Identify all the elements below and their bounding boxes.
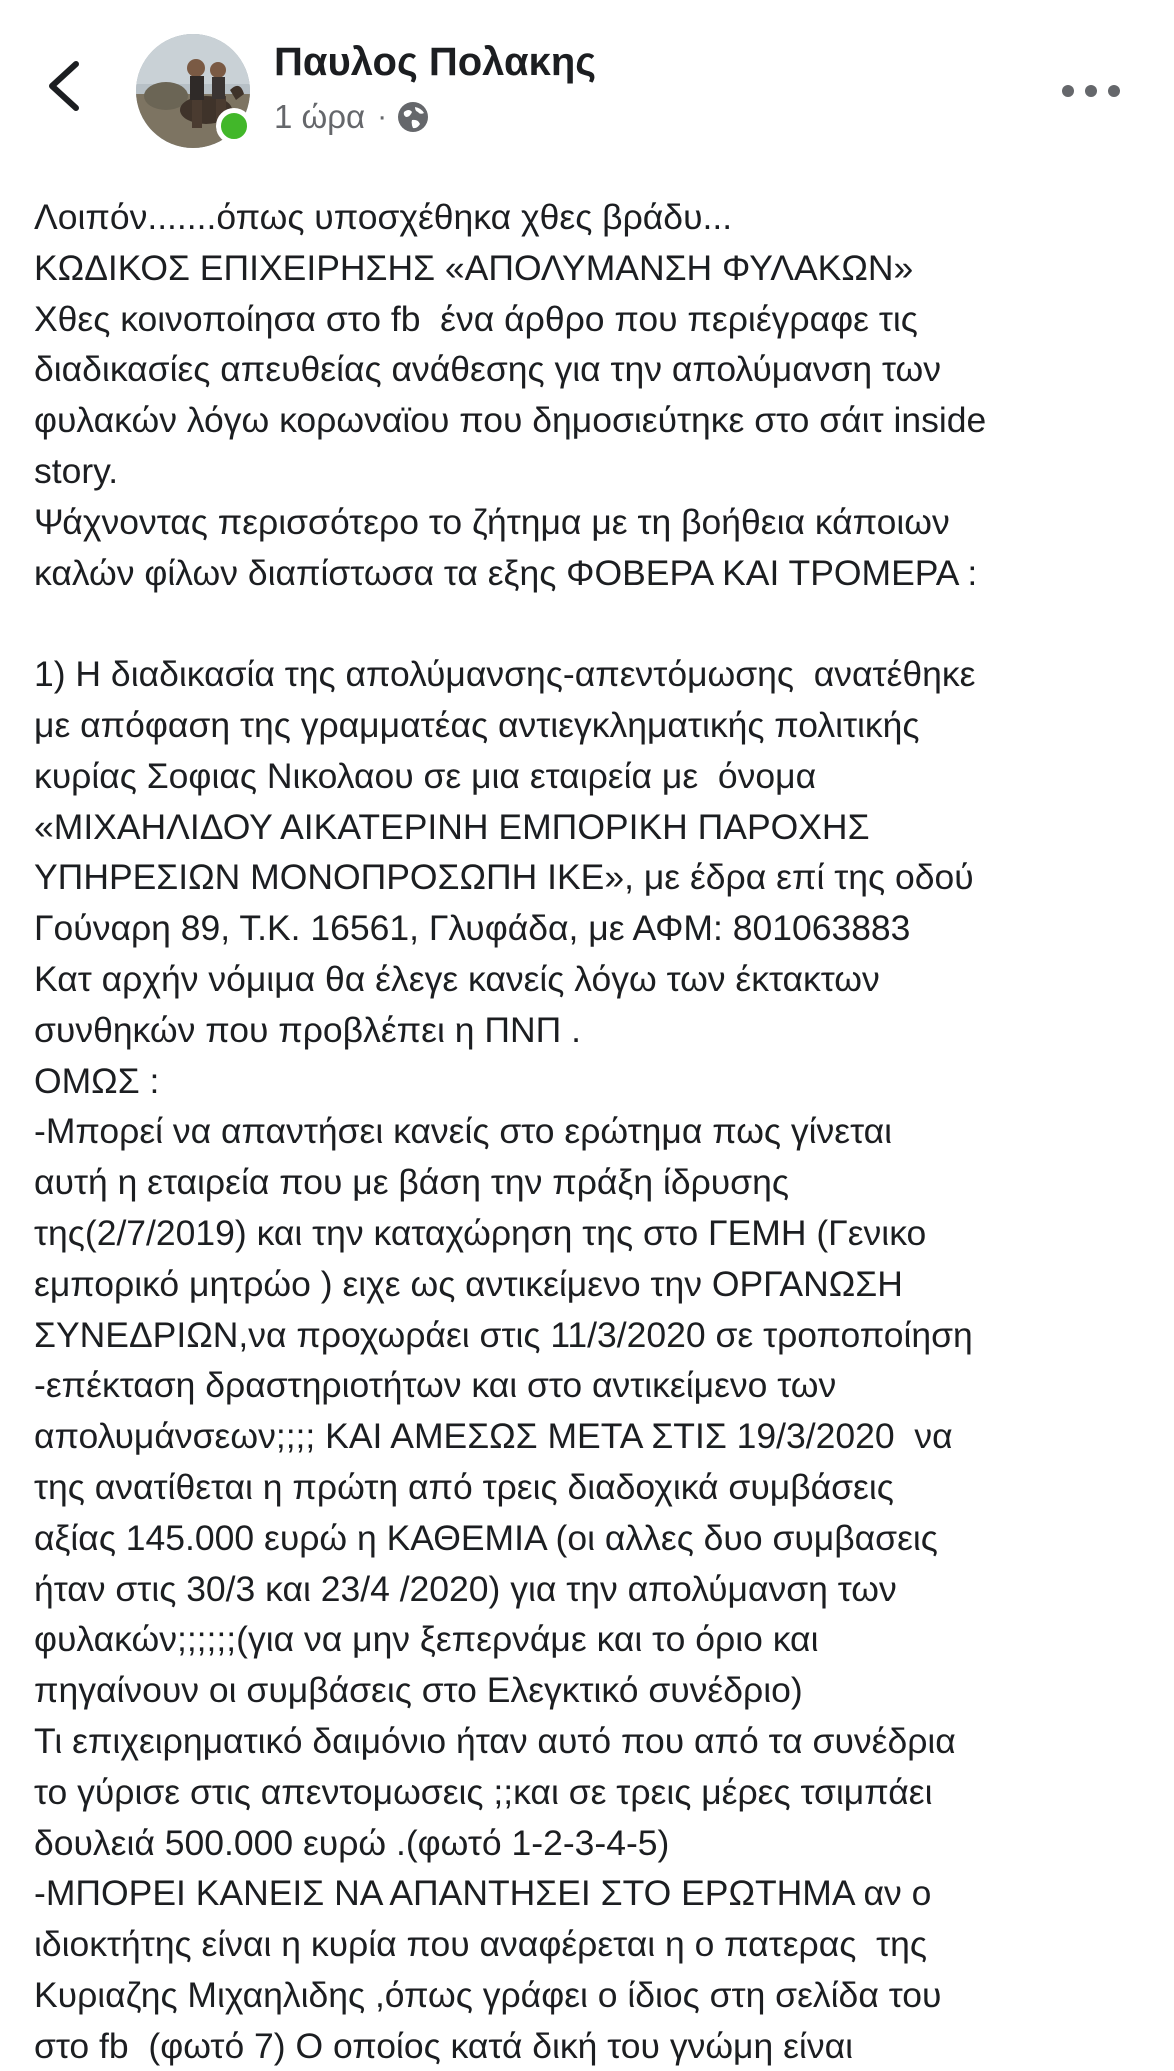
post-text-line: -επέκταση δραστηριοτήτων και στο αντικείμενο των [34,1365,837,1406]
post-text-line: αξίας 145.000 ευρώ η ΚΑΘΕΜΙΑ (οι αλλες δυο συμβασεις [34,1517,938,1558]
online-status-indicator [216,108,252,144]
post-text-line: ΚΩΔΙΚΟΣ ΕΠΙΧΕΙΡΗΣΗΣ «ΑΠΟΛΥΜΑΝΣΗ ΦΥΛΑΚΩΝ» [34,247,914,288]
post-text-line: Τι επιχειρηματικό δαιμόνιο ήταν αυτό που από τα συνέδρια [34,1720,956,1761]
more-dots-icon [1048,66,1134,116]
post-header [0,0,1174,160]
post-text-line: Κυριαζης Μιχαηλιδης ,όπως γράφει ο ίδιος στη σελίδα του [34,1974,942,2015]
post-text-line: «ΜΙΧΑΗΛΙΔΟΥ ΑΙΚΑΤΕΡΙΝΗ ΕΜΠΟΡΙΚΗ ΠΑΡΟΧΗΣ [34,806,870,847]
author-name[interactable]: Παυλος Πολακης [274,40,597,84]
post-text-line: Ψάχνοντας περισσότερο το ζήτημα με τη βοήθεια κάποιων [34,501,950,542]
post-text-line: -Μπορεί να απαντήσει κανείς στο ερώτημα πως γίνεται [34,1111,893,1152]
post-text-line: απολυμάνσεων;;;; ΚΑΙ ΑΜΕΣΩΣ ΜΕΤΑ ΣΤΙΣ 19/3/2020 να [34,1416,953,1457]
post-text-line: ήταν στις 30/3 και 23/4 /2020) για την απολύμανση των [34,1568,897,1609]
post-text-line: δουλειά 500.000 ευρώ .(φωτό 1-2-3-4-5) [34,1822,670,1863]
post-text-line: -ΜΠΟΡΕΙ ΚΑΝΕΙΣ ΝΑ ΑΠΑΝΤΗΣΕΙ ΣΤΟ ΕΡΩΤΗΜΑ αν ο [34,1873,932,1914]
meta-separator: · [377,100,388,133]
post-timestamp[interactable]: 1 ώρα [274,98,366,135]
post-text-line: Γούναρη 89, Τ.Κ. 16561, Γλυφάδα, με ΑΦΜ: 801063883 [34,908,911,949]
more-options-button[interactable] [1048,66,1134,116]
post-text-line: καλών φίλων διαπίστωσα τα εξης ΦΟΒΕΡΑ ΚΑΙ ΤΡΟΜΕΡΑ : [34,552,978,593]
post-text-line: Λοιπόν.......όπως υποσχέθηκα χθες βράδυ... [34,197,733,237]
post-text-line: ΣΥΝΕΔΡΙΩΝ,να προχωράει στις 11/3/2020 σε τροποποίηση [34,1314,973,1355]
post-text-line: Κατ αρχήν νόμιμα θα έλεγε κανείς λόγω των έκτακτων [34,958,880,999]
post-text-line: αυτή η εταιρεία που με βάση την πράξη ίδρυσης [34,1162,789,1203]
post-meta [274,98,431,136]
post-text-line: στο fb (φωτό 7) Ο οποίος κατά δική του γνώμη είναι [34,2025,853,2066]
post-text-line: κυρίας Σοφιας Νικολαου σε μια εταιρεία με όνομα [34,755,817,796]
author-avatar-wrapper [136,34,250,148]
post-text-line: πηγαίνουν οι συμβάσεις στο Ελεγκτικό συνέδριο) [34,1670,803,1711]
post-text-line [34,598,1154,649]
post-text-line: Χθες κοινοποίησα στο fb ένα άρθρο που περιέγραφε τις [34,298,918,339]
chevron-left-icon [36,56,96,116]
post-text-line: της ανατίθεται η πρώτη από τρεις διαδοχικά συμβάσεις [34,1466,894,1507]
post-text-line: 1) Η διαδικασία της απολύμανσης-απεντόμωσης ανατέθηκε [34,654,976,695]
post-text-line: ΟΜΩΣ : [34,1060,160,1101]
post-text-line: το γύρισε στις απεντομωσεις ;;και σε τρεις μέρες τσιμπάει [34,1771,933,1812]
post-text-line: συνθηκών που προβλέπει η ΠΝΠ . [34,1009,581,1050]
post-text [34,192,1154,2071]
post-text-line: διαδικασίες απευθείας ανάθεσης για την απολύμανση των [34,349,941,390]
globe-icon [395,99,431,135]
back-button[interactable] [36,56,96,116]
post-text-line: story. [34,450,119,491]
post-text-line: ΥΠΗΡΕΣΙΩΝ ΜΟΝΟΠΡΟΣΩΠΗ ΙΚΕ», με έδρα επί της οδού [34,857,974,898]
post-text-line: της(2/7/2019) και την καταχώρηση της στο ΓΕΜΗ (Γενικο [34,1212,927,1253]
post-text-line: εμπορικό μητρώο ) ειχε ως αντικείμενο την ΟΡΓΑΝΩΣΗ [34,1263,903,1304]
post-text-line: με απόφαση της γραμματέας αντιεγκληματικής πολιτικής [34,704,920,745]
post-text-line: φυλακών λόγω κορωναϊου που δημοσιεύτηκε στο σάιτ inside [34,400,987,441]
post-text-line: φυλακών;;;;;;(για να μην ξεπερνάμε και το όριο και [34,1619,819,1660]
post-text-line: ιδιοκτήτης είναι η κυρία που αναφέρεται η ο πατερας της [34,1924,927,1965]
